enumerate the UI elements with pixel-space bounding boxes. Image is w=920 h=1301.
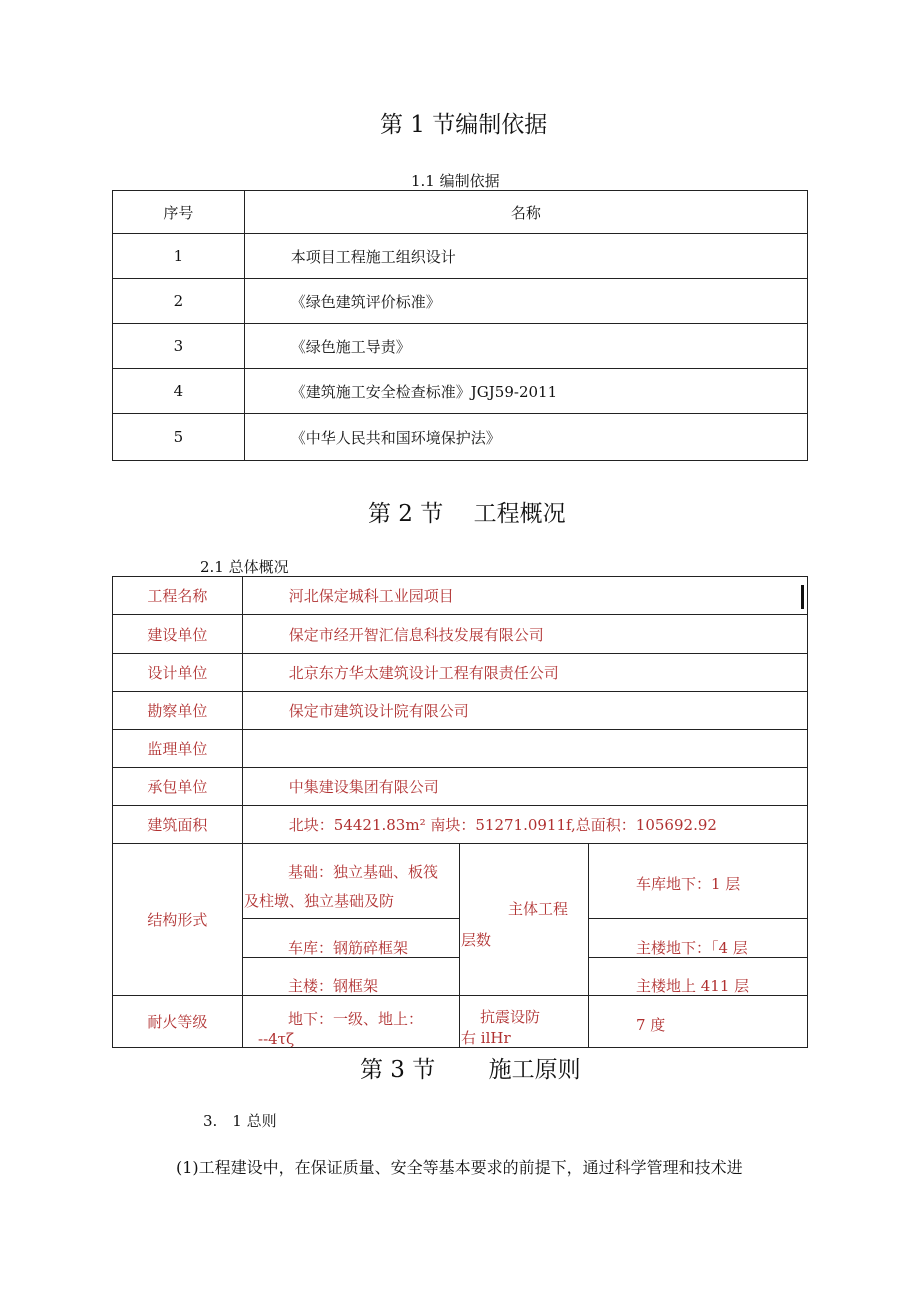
seismic-line1: 抗震设防: [480, 1008, 541, 1026]
label-area: 建筑面积: [113, 806, 243, 844]
label-structure: 结构形式: [113, 844, 243, 996]
table-row: [113, 996, 808, 1048]
section2-title: 第 2 节 工程概况: [368, 501, 566, 527]
section3-title: 第 3 节 施工原则: [360, 1057, 581, 1083]
table-row: [113, 414, 808, 461]
main-above-floors: 主楼地上 411 层: [636, 977, 750, 995]
header-name: 名称: [244, 191, 807, 234]
value-area: 北块：54421.83m² 南块：51271.0911f,总面积：105692.92: [242, 806, 807, 844]
section3-subtitle: 3. 1 总则: [203, 1112, 277, 1130]
label-supervisor: 监理单位: [113, 730, 243, 768]
label-owner: 建设单位: [113, 615, 243, 654]
seismic-value: 7 度: [636, 1016, 666, 1034]
garage-structure: 车库：钢筋碎框架: [288, 939, 409, 957]
main-under-floors: 主楼地下：「4 层: [636, 939, 748, 957]
value-owner: 保定市经开智汇信息科技发展有限公司: [242, 615, 807, 654]
foundation-line1: 基础：独立基础、板筏: [288, 863, 439, 881]
floors-label-line2: 层数: [461, 931, 492, 949]
table-row: [113, 234, 808, 279]
section2-caption: 2.1 总体概况: [200, 558, 289, 576]
label-surveyor: 勘察单位: [113, 692, 243, 730]
row-no: 2: [113, 279, 245, 324]
table-row: [113, 806, 808, 844]
seismic-line2: 右 ilHr: [461, 1029, 511, 1047]
garage-floors: 车库地下：1 层: [636, 875, 741, 893]
label-project-name: 工程名称: [113, 577, 243, 615]
basis-table: [112, 190, 808, 461]
value-surveyor: 保定市建筑设计院有限公司: [242, 692, 807, 730]
floors-label-line1: 主体工程: [508, 900, 569, 918]
section1-title: 第 1 节编制依据: [380, 112, 548, 138]
table-row: [113, 279, 808, 324]
value-project-name: 河北保定城科工业园项目: [242, 577, 807, 615]
label-designer: 设计单位: [113, 654, 243, 692]
table-row: [113, 324, 808, 369]
row-no: 4: [113, 369, 245, 414]
table-row: [113, 369, 808, 414]
row-name: 《建筑施工安全检查标准》JGJ59-2011: [244, 369, 807, 414]
header-no: 序号: [113, 191, 245, 234]
table-row: [113, 615, 808, 654]
foundation-line2: 及柱墩、独立基础及防: [244, 892, 395, 910]
table-row: [113, 692, 808, 730]
fire-value-line2: --4τζ: [258, 1030, 295, 1048]
value-supervisor: [242, 730, 807, 768]
cell-seismic-value: [589, 996, 808, 1048]
row-name: 本项目工程施工组织设计: [244, 234, 807, 279]
table-header-row: [113, 191, 808, 234]
label-contractor: 承包单位: [113, 768, 243, 806]
row-name: 《绿色建筑评价标准》: [244, 279, 807, 324]
section3-paragraph: (1)工程建设中，在保证质量、安全等基本要求的前提下，通过科学管理和技术进: [176, 1158, 743, 1177]
label-fire: 耐火等级: [113, 996, 243, 1048]
cell-floors-label: [460, 844, 589, 996]
row-name: 《中华人民共和国环境保护法》: [244, 414, 807, 461]
fire-value-line1: 地下：一级、地上：: [288, 1010, 424, 1028]
table-row: [113, 654, 808, 692]
table-row: [113, 768, 808, 806]
cursor-bar: [801, 585, 804, 609]
row-no: 3: [113, 324, 245, 369]
section1-caption: 1.1 编制依据: [411, 172, 500, 190]
value-designer: 北京东方华太建筑设计工程有限责任公司: [242, 654, 807, 692]
row-no: 1: [113, 234, 245, 279]
table-row: [113, 577, 808, 615]
row-name: 《绿色施工导责》: [244, 324, 807, 369]
table-row: [113, 730, 808, 768]
row-no: 5: [113, 414, 245, 461]
value-contractor: 中集建设集团有限公司: [242, 768, 807, 806]
main-structure: 主楼：钢框架: [288, 977, 379, 995]
